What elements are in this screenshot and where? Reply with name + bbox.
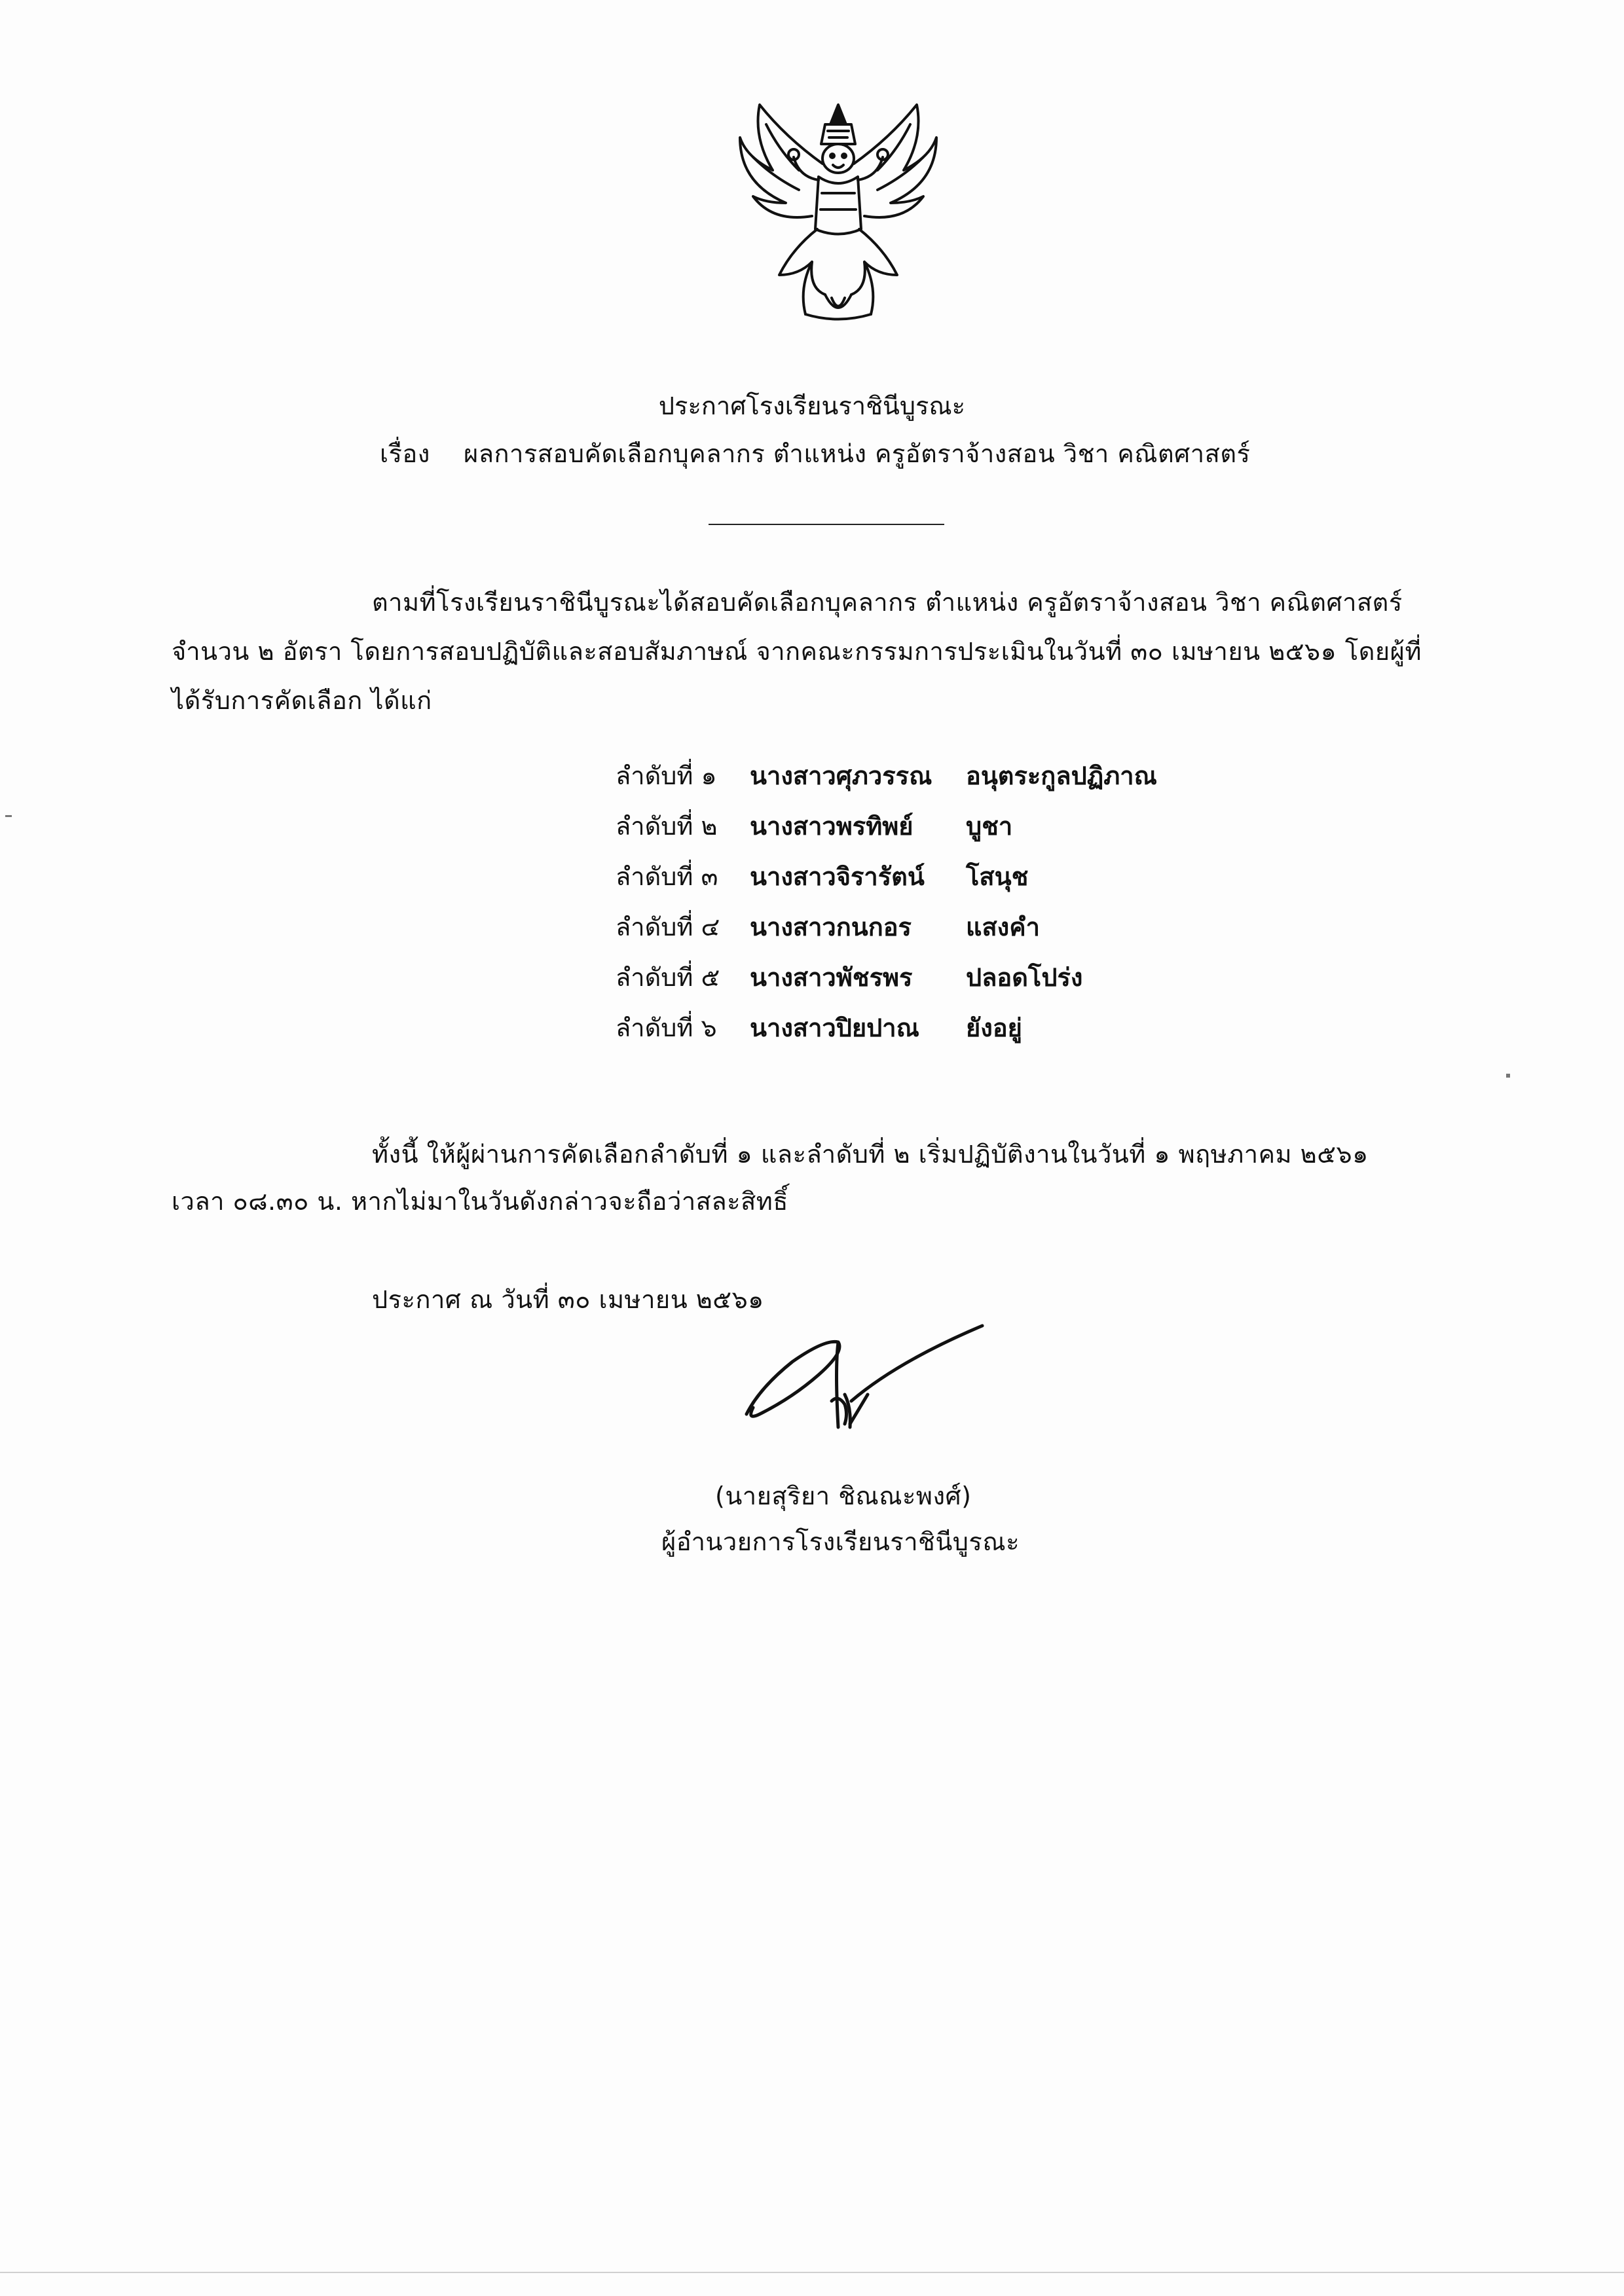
candidate-first-name: นางสาวศุภวรรณ <box>750 761 932 790</box>
candidate-row <box>616 1008 1022 1048</box>
announcement-title: ประกาศโรงเรียนราชินีบูรณะ <box>658 392 966 420</box>
title-divider <box>709 524 944 525</box>
candidate-rank: ลำดับที่ ๒ <box>616 812 718 841</box>
candidate-rank: ลำดับที่ ๖ <box>616 1013 717 1042</box>
candidate-last-name: ปลอดโปร่ง <box>966 963 1083 992</box>
announcement-subject: ผลการสอบคัดเลือกบุคลากร ตำแหน่ง ครูอัตราจ้างสอน วิชา คณิตศาสตร์ <box>464 439 1251 468</box>
candidate-last-name: ยังอยู่ <box>966 1013 1022 1042</box>
candidate-rank: ลำดับที่ ๕ <box>616 963 720 992</box>
announcement-date: ประกาศ ณ วันที่ ๓๐ เมษายน ๒๕๖๑ <box>372 1285 764 1314</box>
candidate-last-name: โสนุช <box>966 862 1029 891</box>
paragraph-2-line-1: ทั้งนี้ ให้ผู้ผ่านการคัดเลือกลำดับที่ ๑ และลำดับที่ ๒ เริ่มปฏิบัติงานในวันที่ ๑ พฤษภาคม ๒๕๖๑ <box>372 1140 1369 1169</box>
paragraph-1-line-3: ได้รับการคัดเลือก ได้แก่ <box>172 686 432 715</box>
candidate-rank: ลำดับที่ ๑ <box>616 761 717 790</box>
scan-mark <box>1506 1074 1510 1078</box>
candidate-last-name: บูชา <box>966 812 1013 841</box>
subject-label: เรื่อง <box>380 439 430 468</box>
candidate-first-name: นางสาวกนกอร <box>750 913 912 941</box>
candidate-first-name: นางสาวปิยปาณ <box>750 1013 919 1042</box>
candidate-row <box>616 857 1028 896</box>
candidate-first-name: นางสาวจิรารัตน์ <box>750 862 925 891</box>
candidate-rank: ลำดับที่ ๔ <box>616 913 720 941</box>
paragraph-1-line-2: จำนวน ๒ อัตรา โดยการสอบปฏิบัติและสอบสัมภาษณ์ จากคณะกรรมการประเมินในวันที่ ๓๐ เมษายน ๒๕๖๑ โดยผู้ที่ <box>172 637 1422 666</box>
candidate-row <box>616 756 1157 795</box>
candidate-row <box>616 958 1082 997</box>
candidate-rank: ลำดับที่ ๓ <box>616 862 718 891</box>
candidate-last-name: อนุตระกูลปฏิภาณ <box>966 761 1157 790</box>
candidate-first-name: นางสาวพรทิพย์ <box>750 812 913 841</box>
paragraph-2-line-2: เวลา ๐๘.๓๐ น. หากไม่มาในวันดังกล่าวจะถือว่าสละสิทธิ์ <box>172 1187 788 1216</box>
paragraph-1-line-1: ตามที่โรงเรียนราชินีบูรณะได้สอบคัดเลือกบุคลากร ตำแหน่ง ครูอัตราจ้างสอน วิชา คณิตศาสตร์ <box>372 588 1403 617</box>
garuda-emblem-icon <box>733 98 943 327</box>
signer-title: ผู้อำนวยการโรงเรียนราชินีบูรณะ <box>661 1527 1020 1556</box>
signature-image <box>740 1316 989 1440</box>
signer-name: (นายสุริยา ชิณณะพงศ์) <box>715 1482 972 1510</box>
candidate-row <box>616 907 1040 947</box>
candidate-first-name: นางสาวพัชรพร <box>750 963 913 992</box>
scan-mark <box>5 815 12 817</box>
candidate-last-name: แสงคำ <box>966 913 1040 941</box>
candidate-row <box>616 807 1012 846</box>
page-edge <box>0 2272 1624 2273</box>
